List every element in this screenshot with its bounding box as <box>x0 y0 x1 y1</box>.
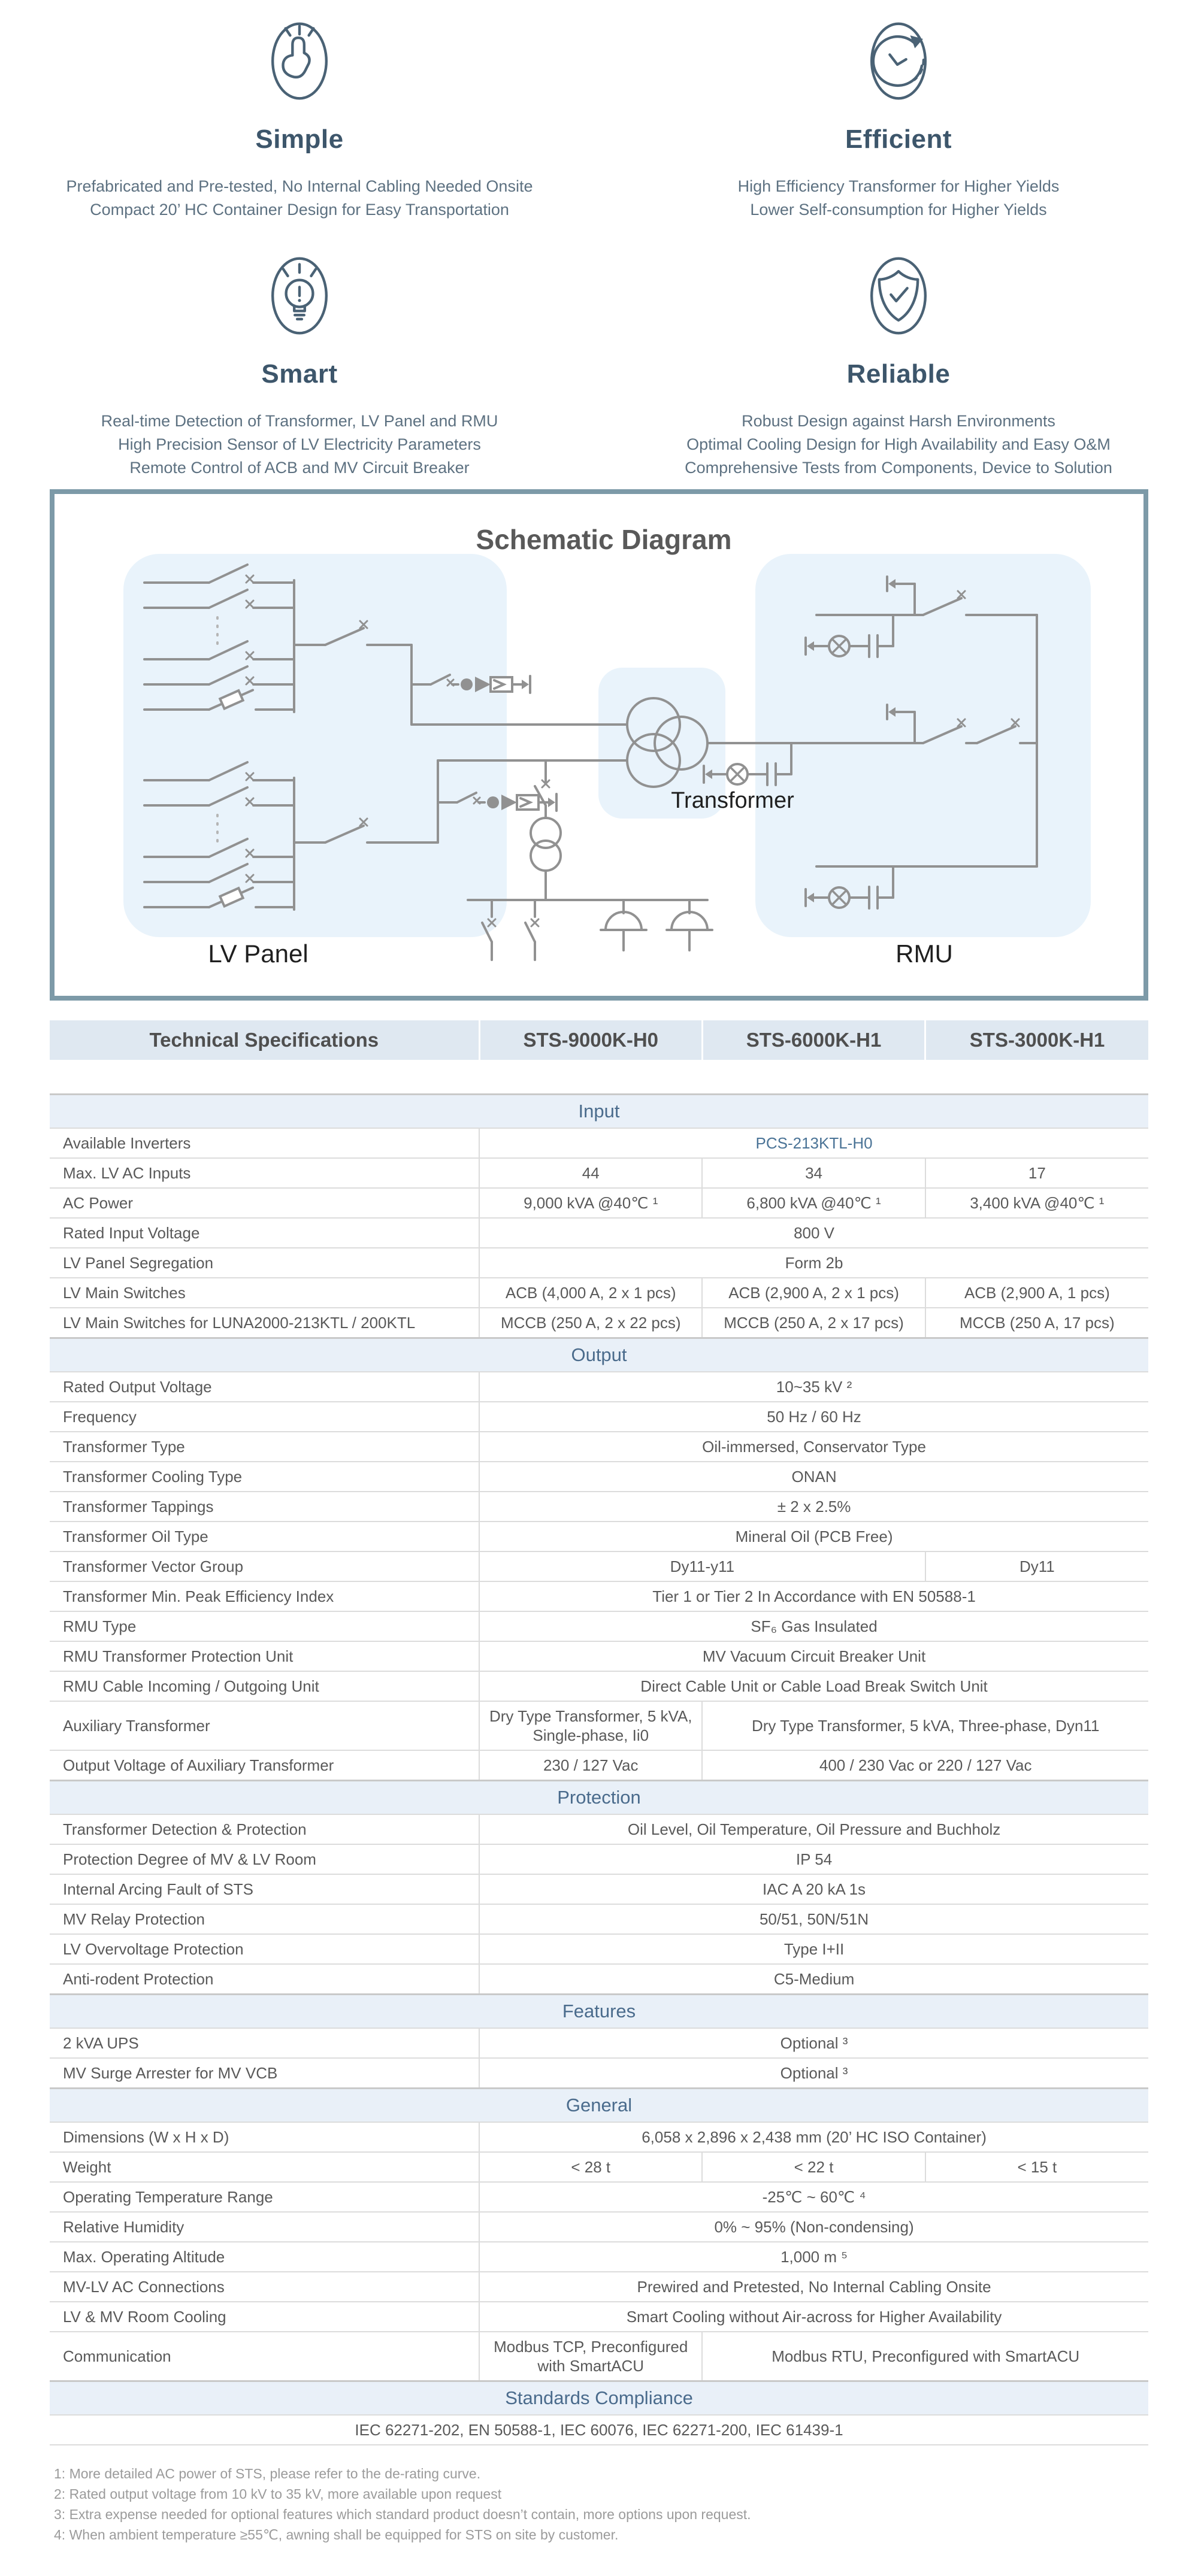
spec-value: 10~35 kV ² <box>479 1372 1148 1402</box>
section-header-row <box>50 1995 1148 2029</box>
spec-value: Dy11 <box>925 1551 1148 1581</box>
feature-line: High Precision Sensor of LV Electricity Parameters <box>118 435 481 453</box>
spec-value: ONAN <box>479 1462 1148 1492</box>
spec-value: Mineral Oil (PCB Free) <box>479 1522 1148 1551</box>
spec-row <box>50 1522 1148 1551</box>
spec-row <box>50 1128 1148 1158</box>
spec-value: MCCB (250 A, 2 x 17 pcs) <box>702 1308 925 1338</box>
feature-card-reliable <box>599 250 1198 480</box>
snap-fingers-icon <box>0 16 599 107</box>
spec-row <box>50 1671 1148 1701</box>
spec-label: MV Surge Arrester for MV VCB <box>50 2058 479 2089</box>
spec-row <box>50 2242 1148 2272</box>
spec-label: Dimensions (W x H x D) <box>50 2122 479 2152</box>
spec-value: Optional ³ <box>479 2028 1148 2058</box>
feature-title: Smart <box>261 359 338 389</box>
spec-value: 17 <box>925 1158 1148 1188</box>
spec-value: 34 <box>702 1158 925 1188</box>
spec-row <box>50 1248 1148 1278</box>
spec-value: 9,000 kVA @40℃ ¹ <box>479 1188 702 1218</box>
spec-row <box>50 1701 1148 1750</box>
spec-value: 400 / 230 Vac or 220 / 127 Vac <box>702 1750 1148 1781</box>
spec-value: ACB (2,900 A, 2 x 1 pcs) <box>702 1278 925 1308</box>
spec-value: 800 V <box>479 1218 1148 1248</box>
feature-highlights <box>0 0 1198 480</box>
footnotes <box>54 2463 1148 2545</box>
spec-row <box>50 1462 1148 1492</box>
spec-row <box>50 1641 1148 1671</box>
spec-row <box>50 1934 1148 1964</box>
spec-row <box>50 1551 1148 1581</box>
feature-line: Real-time Detection of Transformer, LV Panel and RMU <box>101 412 498 430</box>
spec-row <box>50 1432 1148 1462</box>
spec-label: Communication <box>50 2332 479 2381</box>
spec-value: Dry Type Transformer, 5 kVA, Single-phase, Ii0 <box>479 1701 702 1750</box>
spec-value: -25℃ ~ 60℃ ⁴ <box>479 2182 1148 2212</box>
spec-value: IAC A 20 kA 1s <box>479 1874 1148 1904</box>
spec-row <box>50 1492 1148 1522</box>
spec-value: Form 2b <box>479 1248 1148 1278</box>
spec-label: Anti-rodent Protection <box>50 1964 479 1995</box>
spec-label: Auxiliary Transformer <box>50 1701 479 1750</box>
smart-bulb-icon <box>0 250 599 341</box>
feature-card-efficient <box>599 16 1198 222</box>
feature-title: Efficient <box>845 125 952 154</box>
spec-label: Max. LV AC Inputs <box>50 1158 479 1188</box>
spec-label: LV & MV Room Cooling <box>50 2302 479 2332</box>
feature-description <box>0 410 599 480</box>
spec-row <box>50 1158 1148 1188</box>
spec-label: Output Voltage of Auxiliary Transformer <box>50 1750 479 1781</box>
spec-header-label: Technical Specifications <box>50 1020 479 1060</box>
model-column-header: STS-9000K-H0 <box>479 1020 702 1060</box>
feature-line: Robust Design against Harsh Environments <box>742 412 1055 430</box>
spec-row <box>50 1964 1148 1995</box>
spec-label: RMU Transformer Protection Unit <box>50 1641 479 1671</box>
feature-title: Simple <box>255 125 344 154</box>
spec-value: 6,800 kVA @40℃ ¹ <box>702 1188 925 1218</box>
feature-title: Reliable <box>846 359 951 389</box>
section-header-row <box>50 1095 1148 1129</box>
spec-row <box>50 2122 1148 2152</box>
spec-value: Oil-immersed, Conservator Type <box>479 1432 1148 1462</box>
spec-row <box>50 1874 1148 1904</box>
spec-value: MCCB (250 A, 2 x 22 pcs) <box>479 1308 702 1338</box>
spec-label: Transformer Detection & Protection <box>50 1814 479 1844</box>
spec-value: ± 2 x 2.5% <box>479 1492 1148 1522</box>
spec-table-body <box>50 1095 1148 2445</box>
spec-row <box>50 2152 1148 2182</box>
spec-row <box>50 2028 1148 2058</box>
spec-label: Transformer Oil Type <box>50 1522 479 1551</box>
spec-label: LV Overvoltage Protection <box>50 1934 479 1964</box>
transformer-label: Transformer <box>671 788 794 813</box>
spec-value: Dry Type Transformer, 5 kVA, Three-phase, Dyn11 <box>702 1701 1148 1750</box>
feature-line: Optimal Cooling Design for High Availability and Easy O&M <box>686 435 1111 453</box>
spec-label: LV Main Switches for LUNA2000-213KTL / 200KTL <box>50 1308 479 1338</box>
feature-card-smart <box>0 250 599 480</box>
spec-row <box>50 1844 1148 1874</box>
spec-value: < 15 t <box>925 2152 1148 2182</box>
spec-value: 1,000 m ⁵ <box>479 2242 1148 2272</box>
spec-value: MV Vacuum Circuit Breaker Unit <box>479 1641 1148 1671</box>
feature-card-simple <box>0 16 599 222</box>
spec-label: Rated Output Voltage <box>50 1372 479 1402</box>
footnote: 2: Rated output voltage from 10 kV to 35 kV, more available upon request <box>54 2486 502 2502</box>
spec-row <box>50 1308 1148 1338</box>
spec-value: < 28 t <box>479 2152 702 2182</box>
section-title: General <box>50 2089 1148 2123</box>
spec-header-table <box>50 1020 1148 1060</box>
spec-value: Direct Cable Unit or Cable Load Break Switch Unit <box>479 1671 1148 1701</box>
spec-label: Frequency <box>50 1402 479 1432</box>
feature-line: Compact 20’ HC Container Design for Easy Transportation <box>90 201 509 219</box>
efficiency-clock-icon <box>599 16 1198 107</box>
spec-label: Transformer Min. Peak Efficiency Index <box>50 1581 479 1611</box>
section-title: Input <box>50 1095 1148 1129</box>
spec-value: 6,058 x 2,896 x 2,438 mm (20’ HC ISO Container) <box>479 2122 1148 2152</box>
spec-header-row <box>50 1020 1148 1060</box>
spec-value: Type I+II <box>479 1934 1148 1964</box>
spec-value: Optional ³ <box>479 2058 1148 2089</box>
spec-value: < 22 t <box>702 2152 925 2182</box>
spec-row <box>50 2272 1148 2302</box>
feature-description <box>599 175 1198 222</box>
model-column-header: STS-3000K-H1 <box>925 1020 1148 1060</box>
spec-row <box>50 2058 1148 2089</box>
spec-row <box>50 2415 1148 2445</box>
section-title: Features <box>50 1995 1148 2029</box>
spec-row <box>50 1581 1148 1611</box>
spec-value: ACB (2,900 A, 1 pcs) <box>925 1278 1148 1308</box>
spec-value: SF₆ Gas Insulated <box>479 1611 1148 1641</box>
spec-label: AC Power <box>50 1188 479 1218</box>
spec-label: LV Panel Segregation <box>50 1248 479 1278</box>
spec-row <box>50 1904 1148 1934</box>
schematic-diagram <box>50 489 1148 1001</box>
feature-line: Prefabricated and Pre-tested, No Internal Cabling Needed Onsite <box>66 177 533 195</box>
spec-value: Oil Level, Oil Temperature, Oil Pressure and Buchholz <box>479 1814 1148 1844</box>
spec-value: Dy11-y11 <box>479 1551 925 1581</box>
spec-value: MCCB (250 A, 17 pcs) <box>925 1308 1148 1338</box>
spec-value: C5-Medium <box>479 1964 1148 1995</box>
single-line-diagram <box>55 494 1153 996</box>
spec-row <box>50 1611 1148 1641</box>
spec-label: Weight <box>50 2152 479 2182</box>
section-header-row <box>50 2381 1148 2416</box>
spec-label: Available Inverters <box>50 1128 479 1158</box>
spec-value: Modbus TCP, Preconfigured with SmartACU <box>479 2332 702 2381</box>
spec-label: RMU Cable Incoming / Outgoing Unit <box>50 1671 479 1701</box>
spec-label: Transformer Tappings <box>50 1492 479 1522</box>
spec-value: 230 / 127 Vac <box>479 1750 702 1781</box>
feature-line: Remote Control of ACB and MV Circuit Breaker <box>129 459 470 477</box>
spec-value: 50/51, 50N/51N <box>479 1904 1148 1934</box>
spec-main-table <box>50 1093 1148 2445</box>
spec-value: Modbus RTU, Preconfigured with SmartACU <box>702 2332 1148 2381</box>
spec-row <box>50 2302 1148 2332</box>
spec-label: Internal Arcing Fault of STS <box>50 1874 479 1904</box>
spec-row <box>50 1402 1148 1432</box>
rmu-label: RMU <box>896 940 953 968</box>
spec-value: Tier 1 or Tier 2 In Accordance with EN 50588-1 <box>479 1581 1148 1611</box>
section-header-row <box>50 1781 1148 1815</box>
spec-value: IP 54 <box>479 1844 1148 1874</box>
spec-label: Relative Humidity <box>50 2212 479 2242</box>
footnote: 3: Extra expense needed for optional features which standard product doesn’t contain, more options upon request. <box>54 2507 751 2522</box>
model-column-header: STS-6000K-H1 <box>702 1020 925 1060</box>
section-title: Output <box>50 1338 1148 1372</box>
spec-value: 44 <box>479 1158 702 1188</box>
spec-label: Transformer Type <box>50 1432 479 1462</box>
spec-row <box>50 1188 1148 1218</box>
spec-label: MV Relay Protection <box>50 1904 479 1934</box>
spec-label: MV-LV AC Connections <box>50 2272 479 2302</box>
spec-value: IEC 62271-202, EN 50588-1, IEC 60076, IEC 62271-200, IEC 61439-1 <box>50 2415 1148 2445</box>
spec-label: Transformer Cooling Type <box>50 1462 479 1492</box>
spec-value: 3,400 kVA @40℃ ¹ <box>925 1188 1148 1218</box>
spec-label: Operating Temperature Range <box>50 2182 479 2212</box>
footnote: 4: When ambient temperature ≥55℃, awning shall be equipped for STS on site by customer. <box>54 2527 619 2542</box>
shield-check-icon <box>599 250 1198 341</box>
rmu-block <box>755 554 1091 937</box>
feature-description <box>0 175 599 222</box>
section-header-row <box>50 2089 1148 2123</box>
lv-panel-label: LV Panel <box>208 940 308 968</box>
spec-value: Smart Cooling without Air-across for Higher Availability <box>479 2302 1148 2332</box>
footnote: 1: More detailed AC power of STS, please refer to the de-rating curve. <box>54 2466 481 2481</box>
spec-row <box>50 1750 1148 1781</box>
technical-specifications <box>50 1020 1148 2445</box>
spec-label: 2 kVA UPS <box>50 2028 479 2058</box>
spec-value: Prewired and Pretested, No Internal Cabling Onsite <box>479 2272 1148 2302</box>
spec-row <box>50 2332 1148 2381</box>
spec-row <box>50 1814 1148 1844</box>
lv-panel-block <box>123 554 507 937</box>
spec-row <box>50 2212 1148 2242</box>
spec-row <box>50 2182 1148 2212</box>
spec-label: RMU Type <box>50 1611 479 1641</box>
section-title: Protection <box>50 1781 1148 1815</box>
spec-value: 50 Hz / 60 Hz <box>479 1402 1148 1432</box>
section-title: Standards Compliance <box>50 2381 1148 2416</box>
spec-label: Rated Input Voltage <box>50 1218 479 1248</box>
feature-line: Lower Self-consumption for Higher Yields <box>750 201 1047 219</box>
feature-description <box>599 410 1198 480</box>
spec-row <box>50 1372 1148 1402</box>
spec-label: Max. Operating Altitude <box>50 2242 479 2272</box>
spec-value: ACB (4,000 A, 2 x 1 pcs) <box>479 1278 702 1308</box>
spec-value: 0% ~ 95% (Non-condensing) <box>479 2212 1148 2242</box>
spec-row <box>50 1278 1148 1308</box>
spec-label: Transformer Vector Group <box>50 1551 479 1581</box>
spec-row <box>50 1218 1148 1248</box>
spec-value: PCS-213KTL-H0 <box>479 1128 1148 1158</box>
feature-line: Comprehensive Tests from Components, Device to Solution <box>685 459 1112 477</box>
spec-label: LV Main Switches <box>50 1278 479 1308</box>
section-header-row <box>50 1338 1148 1372</box>
spec-label: Protection Degree of MV & LV Room <box>50 1844 479 1874</box>
feature-line: High Efficiency Transformer for Higher Yields <box>737 177 1060 195</box>
schematic-title: Schematic Diagram <box>476 524 732 555</box>
